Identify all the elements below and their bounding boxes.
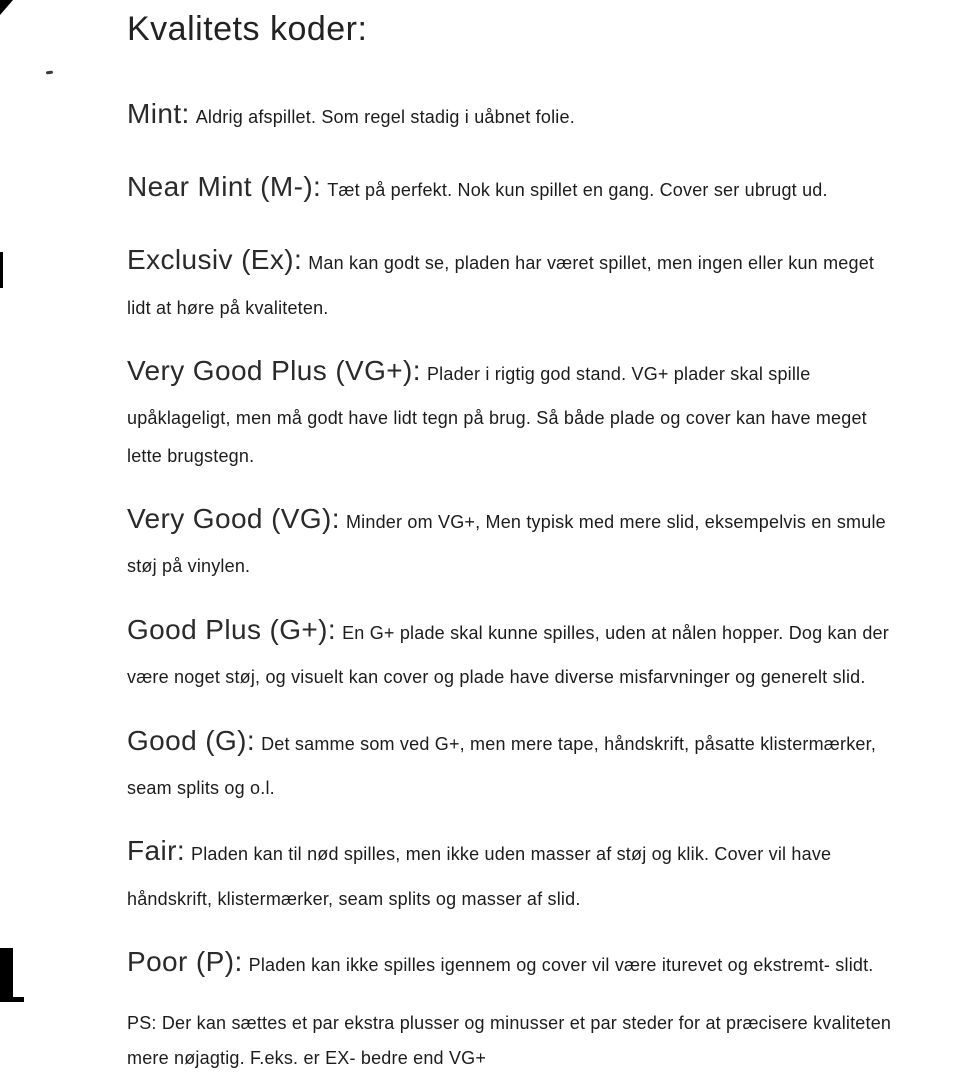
ps-note: PS: Der kan sættes et par ekstra plusser og minusser et par steder for at præcisere kvaliteten mere nøjagtig. F.eks. er EX- bedre end VG+ [127,1013,892,1069]
quality-term: Very Good Plus (VG+): [127,355,421,387]
quality-item [127,85,897,143]
quality-term: Poor (P): [127,945,243,977]
quality-term: Near Mint (M-): [127,171,322,203]
quality-term: Mint: [127,98,190,129]
quality-item [127,712,897,808]
quality-item [127,601,897,697]
scan-artifact-left-edge-line [0,252,3,288]
quality-item [127,490,897,586]
quality-term: Very Good (VG): [127,503,340,535]
quality-desc: Man kan godt se, pladen har været spillet, men ingen eller kun meget lidt at høre på kvaliteten. [127,253,875,318]
quality-item [127,933,897,991]
quality-term: Good Plus (G+): [127,613,337,645]
quality-term: Good (G): [127,724,256,756]
quality-desc: Aldrig afspillet. Som regel stadig i uåbnet folie. [195,107,575,127]
scan-artifact-bottom-edge-strip [0,997,24,1002]
quality-item [127,231,897,327]
quality-item [127,342,897,475]
quality-item [127,158,897,216]
scan-artifact-bottom-left-block [0,948,13,1002]
quality-desc: Pladen kan til nød spilles, men ikke uden masser af støj og klik. Cover vil have håndskrift, klistermærker, seam splits og masser af slid. [127,844,832,909]
quality-desc: Tæt på perfekt. Nok kun spillet en gang. Cover ser ubrugt ud. [327,180,828,201]
quality-desc: En G+ plade skal kunne spilles, uden at nålen hopper. Dog kan der være noget støj, og visuelt kan cover og plade have diverse misfarvninger og generelt slid. [127,622,889,688]
quality-desc: Pladen kan ikke spilles igennem og cover vil være iturevet og ekstremt- slidt. [248,954,874,975]
quality-term: Exclusiv (Ex): [127,244,303,276]
quality-term: Fair: [127,835,185,867]
page-title: Kvalitets koder: [127,10,368,48]
scan-artifact-dash-mark [46,71,53,75]
quality-desc: Det samme som ved G+, men mere tape, håndskrift, påsatte klistermærker, seam splits og o.l. [127,733,877,798]
quality-item [127,822,897,918]
document-body [127,10,897,1076]
quality-desc: Plader i rigtig god stand. VG+ plader skal spille upåklageligt, men må godt have lidt tegn på brug. Så både plade og cover kan have meget lette brugstegn. [127,364,867,466]
scan-artifact-top-left-corner [0,0,13,15]
quality-desc: Minder om VG+, Men typisk med mere slid, eksempelvis en smule støj på vinylen. [127,512,886,577]
